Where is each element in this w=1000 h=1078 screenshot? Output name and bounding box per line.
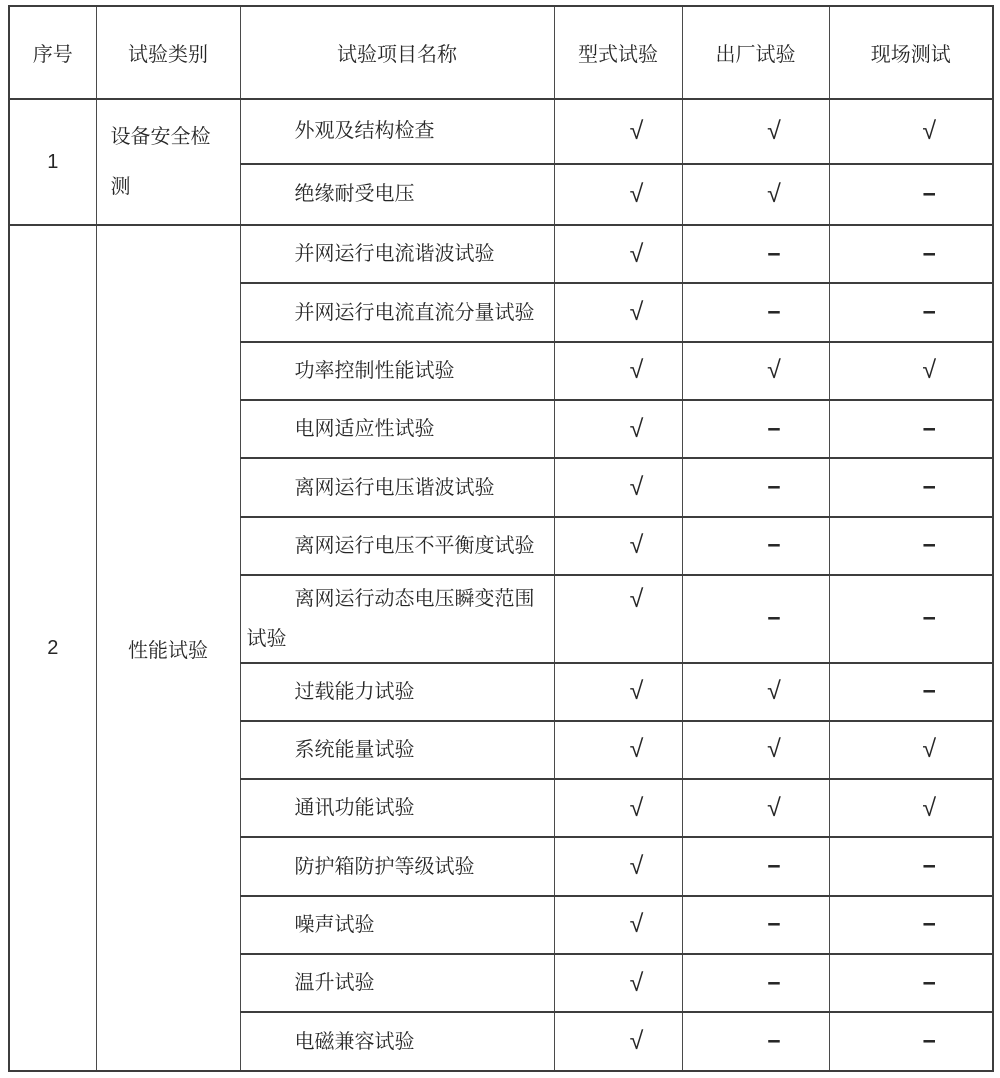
table-row <box>9 99 993 164</box>
result-mark-cell: − <box>682 837 829 895</box>
test-name-cell: 功率控制性能试验 <box>240 342 554 400</box>
result-mark-cell: √ <box>554 779 682 837</box>
result-mark-cell: − <box>682 458 829 516</box>
result-mark-cell: √ <box>554 458 682 516</box>
test-name-cell: 通讯功能试验 <box>240 779 554 837</box>
result-mark-cell: − <box>829 896 993 954</box>
result-mark-cell: − <box>682 954 829 1012</box>
test-name-cell: 系统能量试验 <box>240 721 554 779</box>
result-mark-cell: − <box>682 283 829 341</box>
result-mark-cell: √ <box>554 225 682 283</box>
result-mark-cell: − <box>682 400 829 458</box>
result-mark-cell: √ <box>682 342 829 400</box>
result-mark-cell: √ <box>682 779 829 837</box>
result-mark-cell: √ <box>829 99 993 164</box>
test-name-cell: 噪声试验 <box>240 896 554 954</box>
result-mark-cell: √ <box>682 99 829 164</box>
table-body <box>9 99 993 1071</box>
header-cell: 试验项目名称 <box>240 6 554 99</box>
result-mark-cell: √ <box>554 164 682 225</box>
header-cell: 型式试验 <box>554 6 682 99</box>
result-mark-cell: − <box>829 400 993 458</box>
category-cell: 性能试验 <box>96 225 240 1071</box>
result-mark-cell: − <box>829 1012 993 1071</box>
header-cell: 序号 <box>9 6 96 99</box>
header-row <box>9 6 993 99</box>
test-name-cell: 离网运行电压不平衡度试验 <box>240 517 554 575</box>
test-name-cell: 过载能力试验 <box>240 663 554 721</box>
result-mark-cell: − <box>682 896 829 954</box>
category-cell: 设备安全检测 <box>96 99 240 225</box>
header-cell: 现场测试 <box>829 6 993 99</box>
result-mark-cell: − <box>829 164 993 225</box>
result-mark-cell: √ <box>554 896 682 954</box>
result-mark-cell: √ <box>554 1012 682 1071</box>
test-name-cell: 外观及结构检查 <box>240 99 554 164</box>
result-mark-cell: − <box>829 283 993 341</box>
result-mark-cell: √ <box>554 99 682 164</box>
result-mark-cell: − <box>829 458 993 516</box>
test-name-cell: 温升试验 <box>240 954 554 1012</box>
result-mark-cell: √ <box>554 954 682 1012</box>
result-mark-cell: − <box>682 1012 829 1071</box>
header-cell: 出厂试验 <box>682 6 829 99</box>
result-mark-cell: √ <box>554 575 682 663</box>
result-mark-cell: √ <box>682 721 829 779</box>
serial-cell: 2 <box>9 225 96 1071</box>
result-mark-cell: √ <box>554 663 682 721</box>
test-name-cell: 离网运行动态电压瞬变范围试验 <box>240 575 554 663</box>
test-name-cell: 离网运行电压谐波试验 <box>240 458 554 516</box>
test-name-cell: 防护箱防护等级试验 <box>240 837 554 895</box>
result-mark-cell: − <box>829 575 993 663</box>
table-head <box>9 6 993 99</box>
result-mark-cell: − <box>682 517 829 575</box>
result-mark-cell: − <box>682 225 829 283</box>
result-mark-cell: √ <box>554 283 682 341</box>
result-mark-cell: √ <box>829 779 993 837</box>
result-mark-cell: √ <box>554 342 682 400</box>
result-mark-cell: − <box>829 663 993 721</box>
test-items-table <box>8 5 994 1072</box>
result-mark-cell: √ <box>682 663 829 721</box>
header-cell: 试验类别 <box>96 6 240 99</box>
test-name-cell: 并网运行电流直流分量试验 <box>240 283 554 341</box>
result-mark-cell: √ <box>682 164 829 225</box>
result-mark-cell: − <box>829 225 993 283</box>
result-mark-cell: √ <box>554 837 682 895</box>
test-name-cell: 并网运行电流谐波试验 <box>240 225 554 283</box>
result-mark-cell: − <box>829 837 993 895</box>
test-name-cell: 电磁兼容试验 <box>240 1012 554 1071</box>
result-mark-cell: √ <box>554 721 682 779</box>
test-name-cell: 电网适应性试验 <box>240 400 554 458</box>
result-mark-cell: − <box>829 517 993 575</box>
result-mark-cell: √ <box>554 517 682 575</box>
result-mark-cell: √ <box>554 400 682 458</box>
test-name-cell: 绝缘耐受电压 <box>240 164 554 225</box>
result-mark-cell: √ <box>829 721 993 779</box>
result-mark-cell: − <box>682 575 829 663</box>
result-mark-cell: − <box>829 954 993 1012</box>
serial-cell: 1 <box>9 99 96 225</box>
result-mark-cell: √ <box>829 342 993 400</box>
table-row <box>9 225 993 283</box>
